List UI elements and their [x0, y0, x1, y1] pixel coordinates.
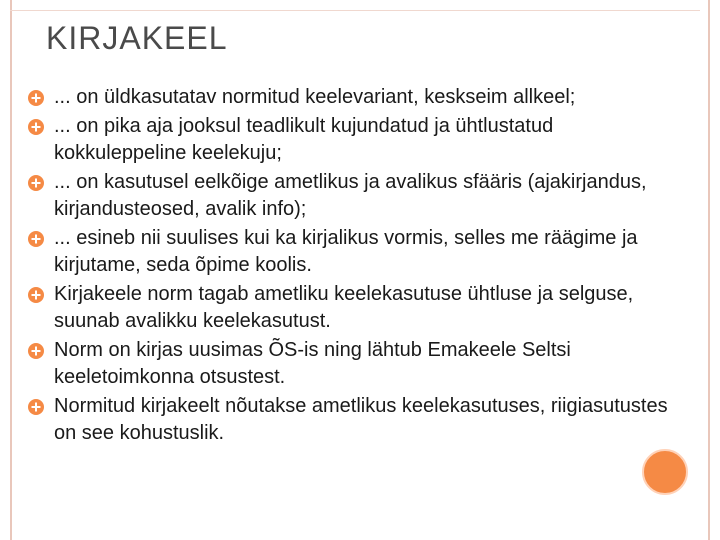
slide-title: KIRJAKEEL — [46, 20, 228, 56]
bullet-item — [28, 225, 688, 279]
decorative-orange-circle — [642, 449, 688, 495]
plus-circle-icon — [28, 399, 44, 415]
bullet-item — [28, 169, 688, 223]
frame-top — [10, 10, 700, 11]
bullet-text: ... esineb nii suulises kui ka kirjalikus vormis, selles me räägime ja kirjutame, seda õpime koolis. — [54, 227, 638, 276]
frame-line-right — [708, 0, 710, 540]
plus-circle-icon — [28, 343, 44, 359]
bullet-item — [28, 337, 688, 391]
bullet-item — [28, 281, 688, 335]
plus-circle-icon — [28, 90, 44, 106]
bullet-text: ... on kasutusel eelkõige ametlikus ja avalikus sfääris (ajakirjandus, kirjandusteosed, avalik info); — [54, 171, 647, 220]
bullet-text: Norm on kirjas uusimas ÕS-is ning lähtub Emakeele Seltsi keeletoimkonna otsustest. — [54, 339, 571, 388]
plus-circle-icon — [28, 175, 44, 191]
bullet-text: Kirjakeele norm tagab ametliku keelekasutuse ühtluse ja selguse, suunab avalikku keelekasutust. — [54, 283, 634, 332]
frame-line-left — [10, 0, 12, 540]
plus-circle-icon — [28, 119, 44, 135]
plus-circle-icon — [28, 231, 44, 247]
bullet-text: ... on üldkasutatav normitud keelevariant, keskseim allkeel; — [54, 86, 576, 108]
plus-circle-icon — [28, 287, 44, 303]
bullet-text: Normitud kirjakeelt nõutakse ametlikus keelekasutuses, riigiasutustes on see kohustuslik. — [54, 395, 668, 444]
bullet-item — [28, 84, 688, 111]
bullet-item — [28, 393, 688, 447]
bullet-text: ... on pika aja jooksul teadlikult kujundatud ja ühtlustatud kokkuleppeline keelekuju; — [54, 115, 554, 164]
bullet-item — [28, 113, 688, 167]
bullet-list — [28, 84, 688, 449]
